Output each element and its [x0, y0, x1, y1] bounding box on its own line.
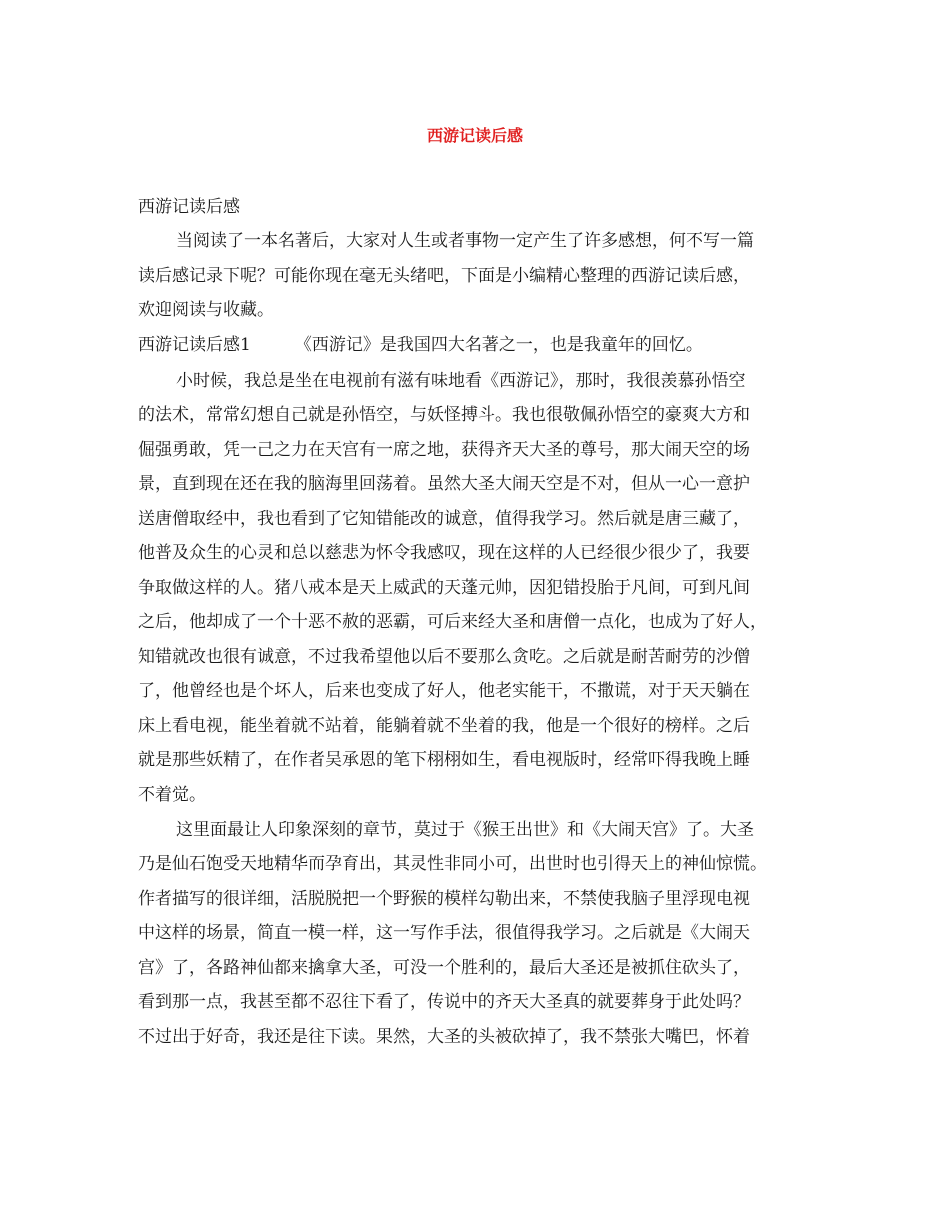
- paragraph-line: 小时候，我总是坐在电视前有滋有味地看《西游记》，那时，我很羡慕孙悟空: [176, 371, 746, 391]
- paragraph-line: 的法术，常常幻想自己就是孙悟空，与妖怪搏斗。我也很敬佩孙悟空的豪爽大方和: [138, 405, 750, 425]
- section-heading-line: [138, 333, 703, 357]
- paragraph-line: 作者描写的很详细，活脱脱把一个野猴的模样勾勒出来，不禁使我脑子里浮现电视: [138, 889, 750, 909]
- paragraph-line: 倔强勇敢，凭一己之力在天宫有一席之地，获得齐天大圣的尊号，那大闹天空的场: [138, 440, 750, 460]
- intro-line: 读后感记录下呢？可能你现在毫无头绪吧，下面是小编精心整理的西游记读后感，: [138, 266, 750, 286]
- intro-line: 当阅读了一本名著后，大家对人生或者事物一定产生了许多感想，何不写一篇: [176, 231, 754, 251]
- paragraph-line: 中这样的场景，简直一模一样，这一写作手法，很值得我学习。之后就是《大闹天: [138, 923, 750, 943]
- paragraph-line: 床上看电视，能坐着就不站着，能躺着就不坐着的我，他是一个很好的榜样。之后: [138, 716, 750, 736]
- paragraph-line: 不过出于好奇，我还是往下读。果然，大圣的头被砍掉了，我不禁张大嘴巴，怀着: [138, 1027, 750, 1047]
- paragraph-line: 争取做这样的人。猪八戒本是天上威武的天蓬元帅，因犯错投胎于凡间，可到凡间: [138, 578, 750, 598]
- paragraph-line: 就是那些妖精了，在作者吴承恩的笔下栩栩如生，看电视版时，经常吓得我晚上睡: [138, 750, 750, 770]
- paragraph-line: 他普及众生的心灵和总以慈悲为怀令我感叹，现在这样的人已经很少很少了，我要: [138, 543, 750, 563]
- section-lead: 《西游记》是我国四大名著之一，也是我童年的回忆。: [294, 335, 703, 355]
- paragraph-line: 之后，他却成了一个十恶不赦的恶霸，可后来经大圣和唐僧一点化，也成为了好人，: [138, 612, 767, 632]
- paragraph-line: 乃是仙石饱受天地精华而孕育出，其灵性非同小可，出世时也引得天上的神仙惊慌。: [138, 854, 767, 874]
- paragraph-line: 了，他曾经也是个坏人，后来也变成了好人，他老实能干，不撒谎，对于天天躺在: [138, 681, 750, 701]
- paragraph-line: 看到那一点，我甚至都不忍往下看了，传说中的齐天大圣真的就要葬身于此处吗？: [138, 992, 750, 1012]
- document-title: 西游记读后感: [426, 126, 523, 145]
- paragraph-line: 知错就改也很有诚意，不过我希望他以后不要那么贪吃。之后就是耐苦耐劳的沙僧: [138, 647, 750, 667]
- paragraph-line: 这里面最让人印象深刻的章节，莫过于《猴王出世》和《大闹天宫》了。大圣: [176, 820, 754, 840]
- paragraph-line: 景，直到现在还在我的脑海里回荡着。虽然大圣大闹天空是不对，但从一心一意护: [138, 474, 750, 494]
- paragraph-line: 送唐僧取经中，我也看到了它知错能改的诚意，值得我学习。然后就是唐三藏了，: [138, 509, 750, 529]
- paragraph-line: 不着觉。: [138, 785, 206, 805]
- intro-line: 欢迎阅读与收藏。: [138, 300, 274, 320]
- paragraph-line: 宫》了，各路神仙都来擒拿大圣，可没一个胜利的，最后大圣还是被抓住砍头了，: [138, 958, 750, 978]
- document-subtitle: 西游记读后感: [138, 197, 240, 217]
- section-heading: 西游记读后感1: [138, 335, 251, 355]
